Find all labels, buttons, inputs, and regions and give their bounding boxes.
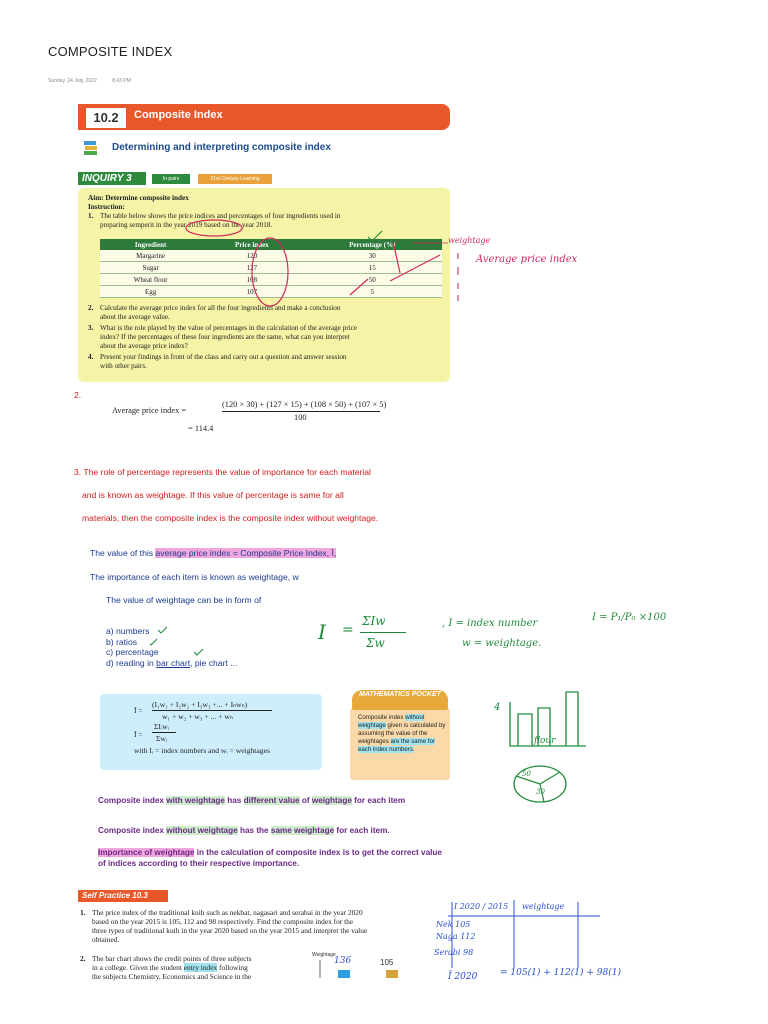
formula-lhs: Ī = bbox=[134, 730, 143, 739]
list-text: , pie chart ... bbox=[190, 657, 238, 668]
list-item: c) percentage bbox=[106, 647, 159, 657]
statement-highlight: same weightage bbox=[270, 826, 335, 835]
table-cell: 127 bbox=[201, 262, 302, 274]
table-cell: Margarine bbox=[100, 250, 201, 262]
pocket-text-part: Composite index bbox=[358, 714, 406, 721]
question-text: about the average value. bbox=[100, 313, 170, 321]
question-number: 2. bbox=[88, 304, 94, 312]
table-cell: 5 bbox=[303, 286, 442, 298]
pocket-text-part: given is calculated by assuming the value of the weightages bbox=[358, 722, 446, 745]
statement-text: for each item bbox=[351, 796, 406, 805]
practice-text bbox=[92, 963, 300, 972]
statement-highlight: Importance of weightage bbox=[98, 848, 195, 857]
table-cell: Wheat flour bbox=[100, 274, 201, 286]
formula-fraction-bar bbox=[152, 732, 176, 733]
handwritten-numerator: ΣIw bbox=[362, 614, 386, 628]
practice-text-part: following bbox=[217, 963, 248, 972]
practice-2 bbox=[80, 954, 300, 981]
practice-text: The price index of the traditional kuih such as nekbat, nagasari and serabai in the year 2020 bbox=[92, 908, 363, 917]
avg-numerator: (120 × 30) + (127 × 15) + (108 × 50) + (107 × 5) bbox=[222, 400, 387, 409]
note-line-1 bbox=[90, 548, 336, 558]
table-cell: 50 bbox=[303, 274, 442, 286]
formula-numerator: (I₁w₁ + I₂w₂ + I₃w₃ +... + Iₙwₙ) bbox=[152, 700, 248, 709]
note-line-2: The importance of each item is known as weightage, w bbox=[90, 572, 299, 582]
statement-text: has bbox=[224, 796, 244, 805]
handwritten-w-def: w = weightage. bbox=[462, 638, 542, 649]
avg-result: = 114.4 bbox=[188, 424, 214, 433]
handwritten-table-header: I 2020 / 2015 bbox=[454, 902, 509, 911]
fraction-bar bbox=[222, 411, 380, 412]
statement-highlight: with weightage bbox=[166, 796, 225, 805]
pocket-text-part: . bbox=[412, 746, 415, 753]
question-number: 1. bbox=[88, 212, 94, 220]
list-text: bar chart bbox=[156, 657, 191, 668]
statement-text: for each item. bbox=[334, 826, 390, 835]
table-header: Percentage (%) bbox=[303, 239, 442, 250]
formula-numerator: ΣIᵢwᵢ bbox=[154, 722, 169, 731]
self-practice-label: Self Practice 10.3 bbox=[78, 890, 168, 902]
note-text: The value of this bbox=[90, 548, 156, 558]
avg-lhs: Average price index = bbox=[112, 406, 187, 415]
handwritten-calc: = 105(1) + 112(1) + 98(1) bbox=[500, 968, 621, 978]
answer-2-label: 2. bbox=[74, 390, 82, 400]
question-text: Calculate the average price index for all the four ingredients and make a conclusion bbox=[100, 304, 341, 312]
handwritten-I: I bbox=[318, 620, 326, 644]
question-text: about the average price index? bbox=[100, 342, 188, 350]
handwritten-average-note: Average price index bbox=[476, 254, 578, 265]
question-3 bbox=[88, 324, 444, 351]
handwritten-i-def: , I = index number bbox=[442, 618, 538, 629]
statement-text: Composite index bbox=[98, 826, 167, 835]
statement-2 bbox=[98, 825, 458, 836]
practice-text: The bar chart shows the credit points of three subjects bbox=[92, 954, 252, 963]
statement-text: of bbox=[299, 796, 312, 805]
mini-chart-value: 136 bbox=[334, 956, 352, 966]
inquiry-aim bbox=[88, 194, 189, 212]
formula-box bbox=[100, 694, 322, 770]
inquiry-tag-pairs: In pairs bbox=[152, 174, 190, 184]
statement-1 bbox=[98, 795, 448, 806]
question-text: Present your findings in front of the class and carry out a question and answer session bbox=[100, 353, 347, 361]
note-highlight: average price index = Composite Price Index, Ī, bbox=[155, 548, 337, 558]
sketch-x-label: flour bbox=[534, 736, 556, 746]
statement-highlight: weightage bbox=[311, 796, 352, 805]
question-text: with other pairs. bbox=[100, 362, 147, 370]
table-cell: 30 bbox=[303, 250, 442, 262]
question-number: 3. bbox=[88, 324, 94, 332]
practice-text: based on the year 2015 is 105, 112 and 98 respectively. Find the composite index for the bbox=[92, 917, 354, 926]
statement-highlight: different value bbox=[243, 796, 300, 805]
check-marks bbox=[150, 624, 230, 664]
page-meta bbox=[48, 78, 145, 84]
answer-3-line: 3. The role of percentage represents the value of importance for each material bbox=[74, 467, 371, 477]
note-line-3: The value of weightage can be in form of bbox=[106, 595, 262, 605]
statement-text: in the calculation of composite index is to get the correct value of indices according to their respective importance. bbox=[98, 848, 442, 868]
pie-label: 30 bbox=[536, 788, 545, 796]
pocket-highlight: are the same for each index numbers bbox=[358, 738, 435, 753]
statement-text: Composite index bbox=[98, 796, 167, 805]
pocket-text bbox=[358, 714, 446, 754]
practice-highlight: entry index bbox=[183, 963, 218, 972]
table-cell: 15 bbox=[303, 262, 442, 274]
handwritten-denominator: Σw bbox=[366, 636, 385, 650]
practice-text: obtained. bbox=[92, 935, 120, 944]
formula-lhs: Ī = bbox=[134, 706, 143, 715]
formula-denominator: w₁ + w₂ + w₃ + ... + wₙ bbox=[162, 712, 233, 721]
page-title: COMPOSITE INDEX bbox=[48, 44, 173, 59]
inquiry-label: INQUIRY 3 bbox=[78, 172, 146, 185]
list-text: d) reading in bbox=[106, 657, 157, 668]
inquiry-tag-skill: 21st Century Learning bbox=[198, 174, 272, 184]
question-text: The table below shows the price indices and percentages of four ingredients used in bbox=[100, 212, 341, 220]
handwritten-weightage: weightage bbox=[448, 236, 491, 245]
statement-3 bbox=[98, 847, 448, 869]
table-header: Price index bbox=[201, 239, 302, 250]
section-header-bar bbox=[78, 104, 450, 130]
table-cell: Sugar bbox=[100, 262, 201, 274]
subsection-title: Determining and interpreting composite index bbox=[112, 142, 331, 153]
sketch-y-label: 4 bbox=[494, 702, 501, 713]
mini-chart-label: Weightage bbox=[312, 952, 336, 958]
answer-3-line: materials, then the composite index is the composite index without weightage. bbox=[82, 513, 379, 523]
handwritten-equals: = bbox=[342, 622, 354, 638]
formula-definition: with Iᵢ = index numbers and wᵢ = weightages bbox=[134, 746, 270, 755]
section-title: Composite Index bbox=[134, 109, 223, 121]
practice-text-part: in a college. Given the student bbox=[92, 963, 184, 972]
statement-highlight: without weightage bbox=[166, 826, 238, 835]
question-number: 2. bbox=[80, 954, 86, 963]
table-cell: Egg bbox=[100, 286, 201, 298]
pie-label: 50 bbox=[522, 770, 531, 778]
avg-denominator: 100 bbox=[294, 413, 307, 422]
pocket-title: MATHEMATICS POCKET bbox=[352, 690, 448, 710]
page-time: 8:43 PM bbox=[112, 78, 131, 84]
formula-denominator: Σwᵢ bbox=[156, 734, 168, 743]
math-pocket bbox=[350, 690, 450, 780]
statement-text: has the bbox=[237, 826, 271, 835]
pocket-highlight: weightage bbox=[358, 722, 386, 729]
practice-1 bbox=[80, 908, 440, 944]
section-number: 10.2 bbox=[84, 106, 128, 130]
list-item: a) numbers bbox=[106, 626, 150, 636]
handwritten-marks bbox=[150, 215, 470, 315]
page-date: Sunday, 24 July, 2022 bbox=[48, 78, 97, 84]
question-4 bbox=[88, 353, 444, 371]
question-number: 1. bbox=[80, 908, 86, 917]
handwritten-table-header: weightage bbox=[522, 902, 565, 911]
aim-text: Aim: Determine composite index bbox=[88, 194, 189, 202]
mini-chart-value: 105 bbox=[380, 958, 394, 967]
list-item: b) ratios bbox=[106, 636, 138, 647]
practice-text: three types of traditional kuih in the year 2020 based on the year 2015 and interpret the value bbox=[92, 926, 368, 935]
table-cell: 108 bbox=[201, 274, 302, 286]
handwritten-calc-lhs: Ī 2020 bbox=[448, 972, 478, 982]
table-header: Ingredient bbox=[100, 239, 201, 250]
handwritten-table-cell: Nek 105 bbox=[436, 920, 471, 929]
question-text: index? If the percentages of these four ingredients are the same, what can you interpret bbox=[100, 333, 350, 341]
answer-3-line: and is known as weightage. If this value of percentage is same for all bbox=[82, 490, 344, 500]
instruction-label: Instruction: bbox=[88, 203, 125, 211]
question-number: 4. bbox=[88, 353, 94, 361]
handwritten-sketches bbox=[490, 688, 600, 808]
table-cell: 120 bbox=[201, 250, 302, 262]
practice-text: the subjects Chemistry, Economics and Science in the bbox=[92, 972, 252, 981]
handwritten-fraction-bar bbox=[360, 632, 406, 633]
handwritten-table-cell: Serabi 98 bbox=[434, 948, 474, 957]
pocket-highlight: without bbox=[405, 714, 425, 721]
question-text: preparing semperit in the year 2019 based on the year 2018. bbox=[100, 221, 273, 229]
books-icon bbox=[82, 138, 100, 156]
formula-fraction-bar bbox=[152, 710, 272, 711]
table-cell: 107 bbox=[201, 286, 302, 298]
question-text: What is the role played by the value of percentages in the calculation of the average price bbox=[100, 324, 358, 332]
handwritten-table-cell: Naga 112 bbox=[436, 932, 476, 941]
handwritten-ratio: I = P₁/P₀ ×100 bbox=[592, 612, 667, 623]
